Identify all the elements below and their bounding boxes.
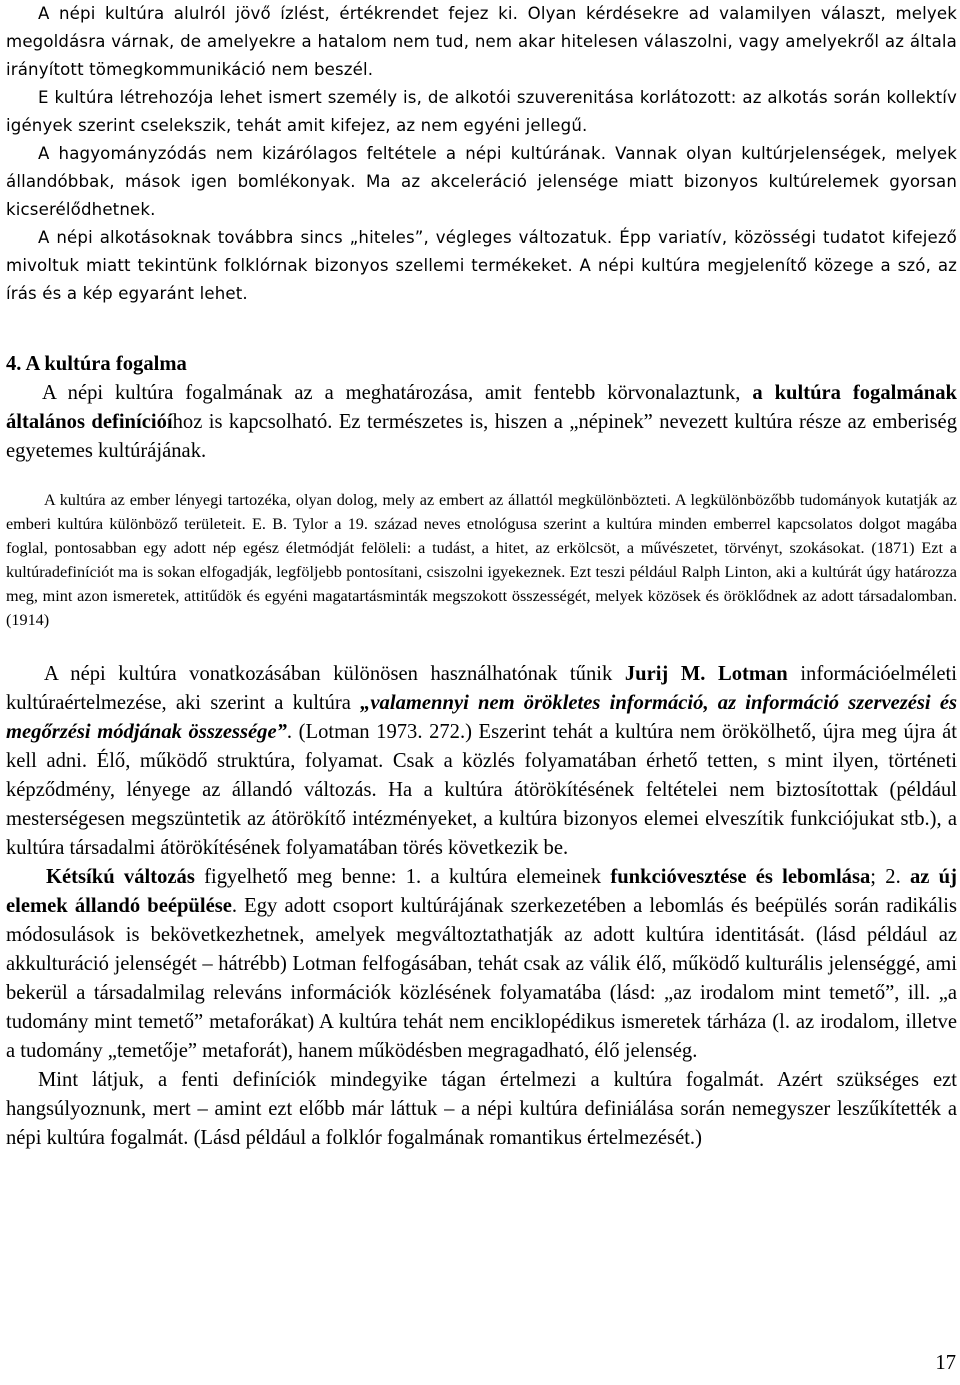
section-heading-text: 4. A kultúra fogalma <box>6 353 187 375</box>
lotman-text-1: A népi kultúra vonatkozásában különösen használhatónak tűnik <box>44 663 625 685</box>
lotman-text-3: . (Lotman 1973. 272.) Eszerint tehát a kultúra nem örökölhető, újra meg újra át kell adni. Élő, működő struktúra, folyamat. Csak a közlés folyamatában érhető tetten, s mint ilyen, történeti képződmény, lényege az állandó változás. Ha a kultúra átörökítésének feltételei nem biztosítottak (például mesterségesen megszüntetik az átörökítő intézményeket, a kultúra bizonyos elemei elveszítik funkciójukat stb.), a kultúra társadalmi átörökítésének folyamatában törés következik be. <box>6 721 958 859</box>
ketsiku-bold-1: Kétsíkú változás <box>46 866 195 888</box>
lotman-name: Jurij M. Lotman <box>624 663 788 685</box>
lotman-quote: „valamennyi nem örökletes információ, az információ szervezési és megőrzési módjának összessége” <box>6 692 957 743</box>
ketsiku-bold-2: funkcióvesztése és lebomlása <box>610 866 871 888</box>
intro-bold: a kultúra fogalmának általános definícióí <box>6 382 957 433</box>
intro-text-1: A népi kultúra fogalmának az a meghatározása, amit fentebb körvonalaztunk, <box>42 382 753 404</box>
paragraph-closing: Mint látjuk, a fenti definíciók mindegyike tágan értelmezi a kultúra fogalmát. Azért szükséges ezt hangsúlyoznunk, mert – amint ezt előbb már láttuk – a népi kultúra definiálása során nemegyszer leszűkítették a népi kultúra fogalmát. (Lásd például a folklór fogalmának romantikus értelmezését.) <box>6 1069 957 1149</box>
paragraph-tradition: A hagyományzódás nem kizárólagos feltétele a népi kultúrának. Vannak olyan kultúrjelenségek, melyek állandóbbak, mások igen bomlékonyak. Ma az akceleráció jelensége miatt bizonyos kultúrelemek gyorsan kicserélődhetnek. <box>6 144 957 219</box>
lotman-text-2: információelméleti kultúraértelmezése, aki szerint a kultúra <box>6 663 957 714</box>
page-number: 17 <box>935 1352 956 1374</box>
paragraph-folk-culture-taste: A népi kultúra alulról jövő ízlést, értékrendet fejez ki. Olyan kérdésekre ad valamilyen választ, melyek megoldásra várnak, de amelyekre a hatalom nem tud, nem akar hitelesen válaszolni, vagy amelyekről az általa irányított tömegkommunikáció nem beszél. <box>6 4 957 79</box>
paragraph-variants: A népi alkotásoknak továbbra sincs „hiteles”, végleges változatuk. Épp variatív, közösségi tudatot kifejező mivoltuk miatt tekintünk folklórnak bizonyos szellemi termékeket. A népi kultúra megjelenítő közege a szó, az írás és a kép egyaránt lehet. <box>6 228 957 303</box>
paragraph-two-dimensional-change <box>6 863 957 1066</box>
ketsiku-bold-3: az új elemek állandó beépülése <box>6 866 957 917</box>
paragraph-creator: E kultúra létrehozója lehet ismert személy is, de alkotói szuverenitása korlátozott: az alkotás során kollektív igények szerint cselekszik, tehát amit kifejez, az nem egyéni jellegű. <box>6 88 957 135</box>
intro-text-2: hoz is kapcsolható. Ez természetes is, hiszen a „népinek” nevezett kultúra része az emberiség egyetemes kultúrájának. <box>6 411 957 462</box>
ketsiku-text-3: . Egy adott csoport kultúrájának szerkezetében a lebomlás és beépülés során radikális módosulások is bekövetkezhetnek, amelyek megváltoztathatják az adott kultúra identitását. (lásd például az akkulturáció jelenségét – hátrébb) Lotman felfogásában, tehát csak az válik élő, működő kulturális jelenséggé, ami bekerül a társadalmilag releváns információk közlésének folyamatába (lásd: „az irodalom mint temető”, ill. „a tudomány mint temető” metaforákat) A kultúra tehát nem enciklopédikus ismeretek tárháza (l. az irodalom, illetve a tudomány „temetője” metaforát), hanem működésben megragadható, élő jelenség. <box>6 895 957 1062</box>
paragraph-culture-definition <box>6 379 957 466</box>
document-page <box>6 0 957 1153</box>
paragraph-tylor-linton: A kultúra az ember lényegi tartozéka, olyan dolog, mely az embert az állattól megkülönbözteti. A legkülönbözőbb tudományok kutatják az emberi kultúra különböző területeit. E. B. Tylor a 19. század neves etnológusa szerint a kultúra minden emberrel kapcsolatos dolgot magába foglal, pontosabban egy adott nép egész életmódját felöleli: a tudást, a hitet, az erkölcsöt, a művészetet, törvényt, szokásokat. (1871) Ezt a kultúradefiníciót ma is sokan elfogadják, legföljebb pontosítani, csiszolni igyekeznek. Ezt teszi például Ralph Linton, aki a kultúrát úgy határozza meg, mint azon ismeretek, attitűdök és egyéni magatartásminták megszokott összességét, melyek közösek és öröklődnek az adott társadalomban. (1914) <box>6 491 957 629</box>
ketsiku-text-2: ; 2. <box>870 866 910 888</box>
section-heading <box>6 350 957 379</box>
ketsiku-text-1: figyelhető meg benne: 1. a kultúra elemeinek <box>194 866 611 888</box>
paragraph-lotman <box>6 660 957 863</box>
